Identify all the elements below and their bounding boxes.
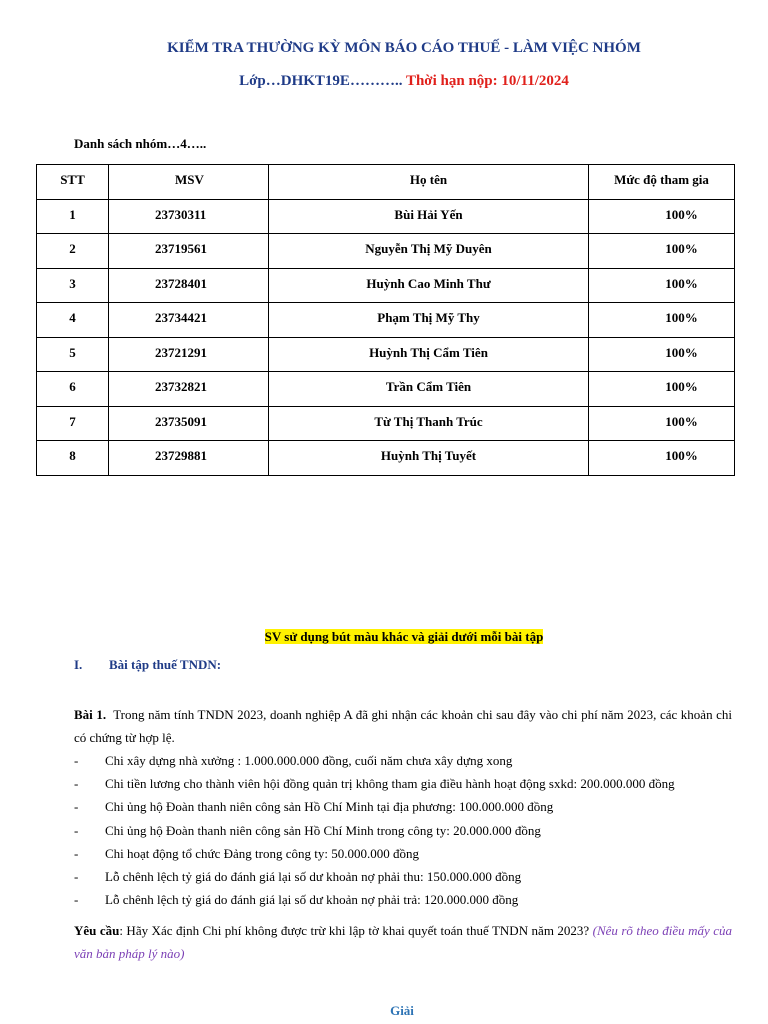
list-item (74, 842, 734, 865)
requirement (74, 919, 732, 965)
cell-msv: 23730311 (109, 199, 269, 234)
header-name: Họ tên (269, 165, 589, 200)
cell-msv: 23721291 (109, 337, 269, 372)
cell-stt: 4 (37, 303, 109, 338)
table-row (37, 234, 735, 269)
section-number: I. (74, 657, 83, 672)
class-deadline-line (0, 73, 768, 90)
cell-stt: 3 (37, 268, 109, 303)
exercise-intro-text: Trong năm tính TNDN 2023, doanh nghiệp A đã ghi nhận các khoản chi sau đây vào chi phí năm 2023, các khoản chi có chứng từ hợp lệ. (74, 707, 733, 745)
cell-name: Huỳnh Cao Minh Thư (269, 268, 589, 303)
list-item (74, 749, 734, 772)
cell-name: Từ Thị Thanh Trúc (269, 406, 589, 441)
highlighted-instruction-text: SV sử dụng bút màu khác và giải dưới mỗi bài tập (264, 629, 544, 644)
table-row (37, 337, 735, 372)
cell-participation: 100% (589, 372, 735, 407)
list-item-text: Lỗ chênh lệch tỷ giá do đánh giá lại số dư khoản nợ phải trả: 120.000.000 đồng (105, 892, 519, 908)
cell-msv: 23735091 (109, 406, 269, 441)
list-item-text: Chi tiền lương cho thành viên hội đồng quản trị không tham gia điều hành hoạt động sxkd: 200.000.000 đồng (105, 776, 675, 792)
cell-stt: 2 (37, 234, 109, 269)
cell-msv: 23732821 (109, 372, 269, 407)
document-title: KIỂM TRA THƯỜNG KỲ MÔN BÁO CÁO THUẾ - LÀM VIỆC NHÓM (167, 40, 641, 56)
list-dash: - (74, 868, 79, 884)
cell-name: Nguyễn Thị Mỹ Duyên (269, 234, 589, 269)
list-item-text: Chi ủng hộ Đoàn thanh niên công sản Hồ Chí Minh trong công ty: 20.000.000 đồng (105, 822, 541, 838)
requirement-label: Yêu cầu (74, 923, 120, 938)
list-item (74, 865, 734, 888)
list-dash: - (74, 776, 79, 792)
cell-stt: 6 (37, 372, 109, 407)
header-msv: MSV (109, 165, 269, 200)
solution-heading: Giải (390, 1003, 414, 1018)
cell-participation: 100% (589, 441, 735, 476)
list-item-text: Chi ủng hộ Đoàn thanh niên công sản Hồ Chí Minh tại địa phương: 100.000.000 đồng (105, 799, 554, 815)
table-row (37, 268, 735, 303)
cell-msv: 23719561 (109, 234, 269, 269)
highlighted-instruction (0, 629, 768, 645)
cell-participation: 100% (589, 268, 735, 303)
cell-name: Trần Cẩm Tiên (269, 372, 589, 407)
requirement-text: : Hãy Xác định Chi phí không được trừ khi lập tờ khai quyết toán thuế TNDN năm 2023? (119, 923, 590, 938)
expense-list (74, 749, 734, 911)
table-row (37, 303, 735, 338)
list-item-text: Chi xây dựng nhà xưởng : 1.000.000.000 đồng, cuối năm chưa xây dựng xong (105, 753, 513, 768)
cell-stt: 1 (37, 199, 109, 234)
list-dash: - (74, 799, 79, 815)
cell-participation: 100% (589, 337, 735, 372)
cell-msv: 23734421 (109, 303, 269, 338)
cell-participation: 100% (589, 406, 735, 441)
cell-name: Bùi Hải Yến (269, 199, 589, 234)
list-item (74, 795, 734, 818)
class-label: Lớp…DHKT19E……….. (239, 73, 403, 89)
cell-stt: 5 (37, 337, 109, 372)
cell-stt: 8 (37, 441, 109, 476)
header-participation: Mức độ tham gia (589, 165, 735, 200)
table-row (37, 199, 735, 234)
member-table (36, 164, 735, 476)
cell-name: Phạm Thị Mỹ Thy (269, 303, 589, 338)
header-stt: STT (37, 165, 109, 200)
list-item-text: Lỗ chênh lệch tỷ giá do đánh giá lại số dư khoản nợ phải thu: 150.000.000 đồng (105, 868, 522, 884)
cell-msv: 23728401 (109, 268, 269, 303)
list-dash: - (74, 845, 79, 861)
cell-participation: 100% (589, 234, 735, 269)
table-header-row (37, 165, 735, 200)
group-label: Danh sách nhóm…4….. (74, 136, 207, 151)
list-item (74, 819, 734, 842)
list-item (74, 888, 734, 911)
list-item-text: Chi hoạt động tổ chức Đảng trong công ty: 50.000.000 đồng (105, 845, 419, 861)
cell-name: Huỳnh Thị Tuyết (269, 441, 589, 476)
exercise-label: Bài 1. (74, 707, 107, 722)
requirement-hint: (Nêu rõ theo điều mấy của văn bản pháp lý nào) (74, 923, 732, 961)
list-item (74, 772, 734, 795)
table-row (37, 372, 735, 407)
cell-name: Huỳnh Thị Cẩm Tiên (269, 337, 589, 372)
list-dash: - (74, 892, 79, 908)
list-dash: - (74, 753, 79, 768)
deadline-label: Thời hạn nộp: 10/11/2024 (405, 73, 569, 89)
table-row (37, 441, 735, 476)
section-heading (74, 657, 221, 673)
list-dash: - (74, 822, 79, 838)
cell-stt: 7 (37, 406, 109, 441)
cell-msv: 23729881 (109, 441, 269, 476)
cell-participation: 100% (589, 199, 735, 234)
cell-participation: 100% (589, 303, 735, 338)
table-row (37, 406, 735, 441)
exercise-intro (74, 703, 732, 749)
section-title: Bài tập thuế TNDN: (109, 657, 222, 672)
